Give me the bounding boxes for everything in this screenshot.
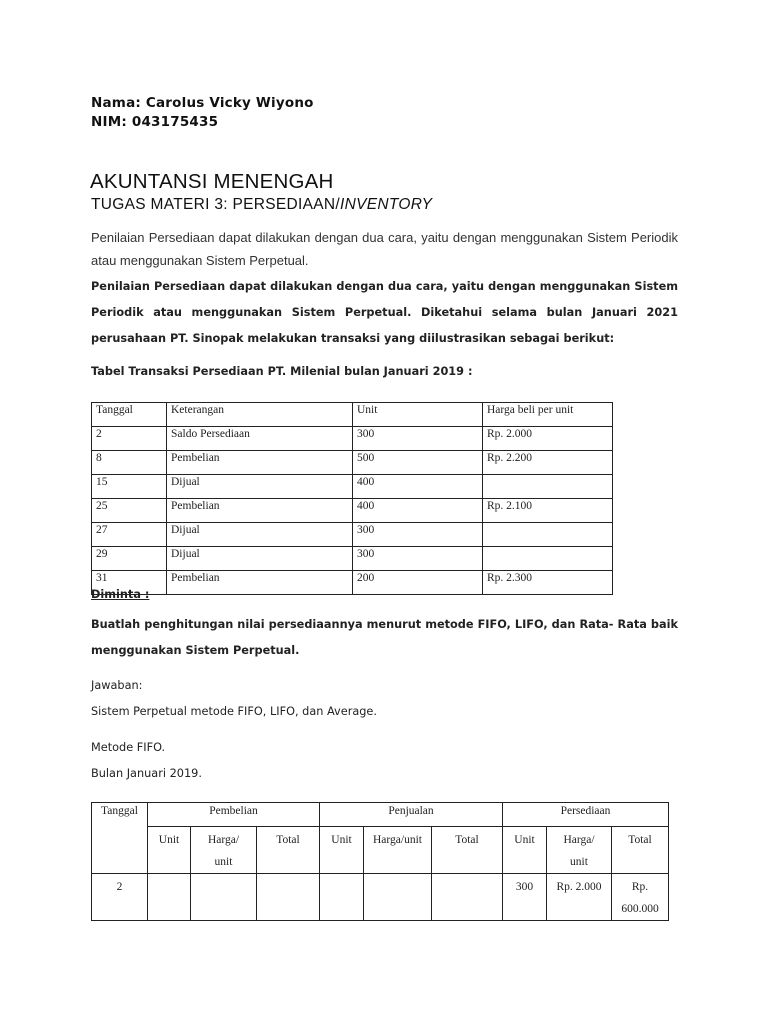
table-cell: 2 <box>92 427 167 451</box>
table-cell: Pembelian <box>167 499 353 523</box>
transaction-table <box>91 402 613 595</box>
table-row <box>92 499 613 523</box>
student-name: Nama: Carolus Vicky Wiyono <box>91 95 314 111</box>
table-cell: Dijual <box>167 523 353 547</box>
document-subtitle <box>91 196 432 214</box>
table-cell: 25 <box>92 499 167 523</box>
table-cell: Rp. 2.100 <box>483 499 613 523</box>
table-cell: 8 <box>92 451 167 475</box>
table-row <box>92 475 613 499</box>
fifo-subheader-row <box>92 827 669 874</box>
table-cell: Saldo Persediaan <box>167 427 353 451</box>
table-cell <box>432 874 503 921</box>
table-cell <box>364 874 432 921</box>
table-row <box>92 427 613 451</box>
transaction-table-caption: Tabel Transaksi Persediaan PT. Milenial bulan Januari 2019 : <box>91 365 473 378</box>
transaction-header-cell: Tanggal <box>92 403 167 427</box>
table-cell <box>148 874 191 921</box>
table-cell: Dijual <box>167 547 353 571</box>
table-row <box>92 547 613 571</box>
intro-paragraph-2: Penilaian Persediaan dapat dilakukan dengan dua cara, yaitu dengan menggunakan Sistem Periodik atau menggunakan Sistem Perpetual. Diketahui selama bulan Januari 2021 perusahaan PT. Sinopak melakukan transaksi yang diilustrasikan sebagai berikut: <box>91 280 678 345</box>
fifo-group-persediaan: Persediaan <box>503 803 669 827</box>
table-cell: 27 <box>92 523 167 547</box>
fifo-subheader-cell: Unit <box>503 827 547 874</box>
table-row <box>92 451 613 475</box>
table-cell: 400 <box>353 499 483 523</box>
task-text: Buatlah penghitungan nilai persediaannya menurut metode FIFO, LIFO, dan Rata- Rata baik menggunakan Sistem Perpetual. <box>91 618 678 657</box>
table-cell: 29 <box>92 547 167 571</box>
table-cell: 31 <box>92 571 167 595</box>
student-identity <box>91 94 314 132</box>
fifo-subheader-cell: Total <box>257 827 320 874</box>
fifo-subheader-cell: Unit <box>148 827 191 874</box>
table-cell: Rp. 2.300 <box>483 571 613 595</box>
fifo-subheader-cell: Unit <box>320 827 364 874</box>
table-cell: Rp. 2.200 <box>483 451 613 475</box>
table-cell <box>191 874 257 921</box>
table-cell: Pembelian <box>167 571 353 595</box>
table-cell: 2 <box>92 874 148 921</box>
table-cell: 400 <box>353 475 483 499</box>
table-cell <box>483 475 613 499</box>
table-cell <box>320 874 364 921</box>
intro-paragraph-1: Penilaian Persediaan dapat dilakukan dengan dua cara, yaitu dengan menggunakan Sistem Periodik atau menggunakan Sistem Perpetual. <box>91 230 678 268</box>
fifo-table <box>91 802 669 921</box>
table-cell: 300 <box>503 874 547 921</box>
answer-system-line: Sistem Perpetual metode FIFO, LIFO, dan Average. <box>91 705 377 718</box>
table-cell <box>257 874 320 921</box>
table-cell: Rp. 600.000 <box>612 874 669 921</box>
transaction-header-cell: Harga beli per unit <box>483 403 613 427</box>
fifo-subheader-cell: Total <box>612 827 669 874</box>
table-cell: 300 <box>353 523 483 547</box>
document-title: AKUNTANSI MENENGAH <box>90 170 334 193</box>
table-cell: 15 <box>92 475 167 499</box>
fifo-subheader-cell: Total <box>432 827 503 874</box>
answer-label: Jawaban: <box>91 679 143 692</box>
table-cell: 200 <box>353 571 483 595</box>
table-cell: Pembelian <box>167 451 353 475</box>
table-cell: Rp. 2.000 <box>547 874 612 921</box>
table-cell: 300 <box>353 547 483 571</box>
transaction-header-cell: Unit <box>353 403 483 427</box>
transaction-header-cell: Keterangan <box>167 403 353 427</box>
table-cell: Dijual <box>167 475 353 499</box>
subtitle-prefix: TUGAS MATERI 3: PERSEDIAAN/ <box>91 196 340 213</box>
table-cell: 500 <box>353 451 483 475</box>
table-row <box>92 874 669 921</box>
task-label: Diminta : <box>91 588 150 601</box>
student-nim: NIM: 043175435 <box>91 114 219 130</box>
month-line: Bulan Januari 2019. <box>91 767 202 780</box>
table-row <box>92 523 613 547</box>
table-cell <box>483 523 613 547</box>
fifo-subheader-cell: Harga/unit <box>364 827 432 874</box>
fifo-subheader-cell: Harga/ unit <box>191 827 257 874</box>
transaction-header-row <box>92 403 613 427</box>
fifo-col-tanggal: Tanggal <box>92 803 148 874</box>
method-fifo: Metode FIFO. <box>91 741 166 754</box>
subtitle-italic: INVENTORY <box>339 196 433 213</box>
fifo-group-pembelian: Pembelian <box>148 803 320 827</box>
table-cell <box>483 547 613 571</box>
fifo-header-row <box>92 803 669 827</box>
fifo-group-penjualan: Penjualan <box>320 803 503 827</box>
table-cell: Rp. 2.000 <box>483 427 613 451</box>
table-row <box>92 571 613 595</box>
fifo-subheader-cell: Harga/ unit <box>547 827 612 874</box>
table-cell: 300 <box>353 427 483 451</box>
